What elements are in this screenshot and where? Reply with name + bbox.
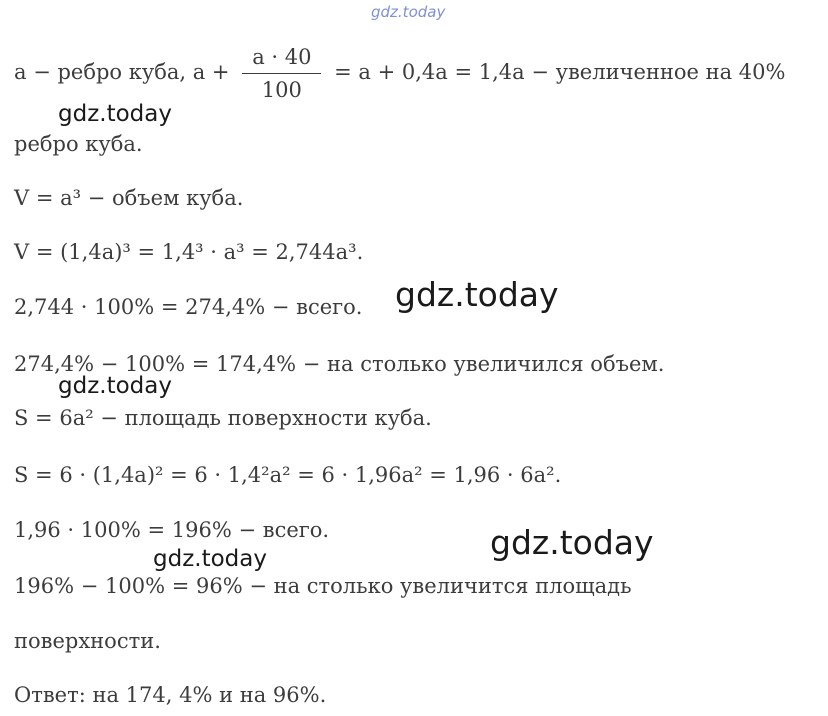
line-surface-percent: 1,96 · 100% = 196% − всего. [14,518,330,542]
line-volume-new: V = (1,4a)³ = 1,4³ · a³ = 2,744a³. [14,240,364,264]
line-cube-edge-increase [14,44,786,103]
fraction-numerator: a · 40 [242,44,321,74]
answer-line: Ответ: на 174, 4% и на 96%. [14,683,327,707]
fraction [242,44,321,103]
line1-text-before: a − ребро куба, a + [14,60,237,84]
line-surface-new: S = 6 · (1,4a)² = 6 · 1,4²a² = 6 · 1,96a² = 1,96 · 6a². [14,463,562,487]
line-volume-percent: 2,744 · 100% = 274,4% − всего. [14,295,363,319]
watermark-2: gdz.today [395,275,559,314]
line1-text-after: = a + 0,4a = 1,4a − увеличенное на 40% [327,60,786,84]
line-surface-increase-cont: поверхности. [14,629,161,653]
watermark-3: gdz.today [58,373,172,399]
line-cube-edge-cont: ребро куба. [14,132,143,156]
line-volume-increase: 274,4% − 100% = 174,4% − на столько увеличился объем. [14,352,665,376]
fraction-denominator: 100 [261,78,302,102]
watermark-5: gdz.today [153,546,267,572]
watermark-top: gdz.today [371,3,446,21]
watermark-1: gdz.today [58,101,172,127]
line-surface-increase: 196% − 100% = 96% − на столько увеличится площадь [14,574,632,598]
line-surface-formula: S = 6a² − площадь поверхности куба. [14,406,432,430]
line-volume-formula: V = a³ − объем куба. [14,186,244,210]
watermark-4: gdz.today [490,523,654,562]
